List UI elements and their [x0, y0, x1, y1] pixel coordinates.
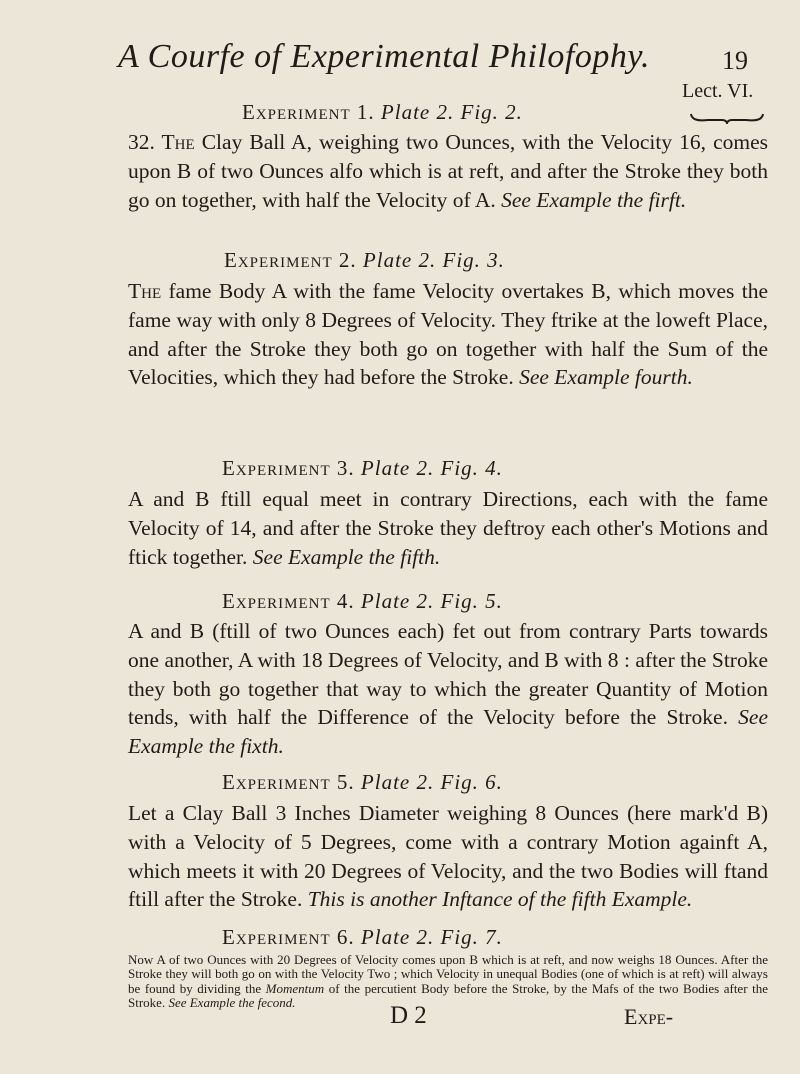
plate-reference: Plate 2. Fig. 2.: [380, 100, 523, 124]
experiment-paragraph: [128, 799, 768, 914]
paragraph-body: fame Body A with the fame Velocity overtakes B, which moves the fame way with only 8 Degrees of Velocity. They ftrike at the loweft Place, and after the Stroke they both go on together with half the Sum of the Velocities, which they had before the Stroke.: [128, 279, 768, 390]
catchword: Expe-: [624, 1004, 674, 1029]
page-number: 19: [722, 46, 748, 75]
plate-reference: Plate 2. Fig. 6.: [360, 770, 503, 794]
example-reference: See Example the firft.: [501, 187, 687, 212]
experiment-number: Experiment 6.: [222, 925, 355, 949]
paragraph-body: A and B (ftill of two Ounces each) fet out from contrary Parts towards one another, A with 18 Degrees of Velocity, and B with 8 : after the Stroke they both go together that way to which the greater Quantity of Motion tends, with half the Difference of the Velocity before the Stroke.: [128, 619, 768, 730]
momentum-term: Momentum: [265, 980, 325, 996]
experiment-heading: [222, 770, 503, 795]
experiment-heading: [222, 456, 503, 481]
lecture-brace-ornament: [690, 112, 764, 124]
experiment-paragraph: [128, 128, 768, 214]
paragraph-body: Let a Clay Ball 3 Inches Diameter weighing 8 Ounces (here mark'd B) with a Velocity of 5 Degrees, come with a contrary Motion againft A, which meets it with 20 Degrees of Velocity, and the two Bodies will ftand ftill after the Stroke.: [128, 801, 768, 912]
example-reference: See Example the fixth.: [128, 705, 768, 759]
example-reference: This is another Inftance of the fifth Example.: [307, 887, 693, 912]
paragraph-body-cont: of the percutient Body before the Stroke, by the Mafs of the two Bodies after the Stroke.: [128, 980, 768, 1010]
example-reference: See Example the fecond.: [168, 994, 296, 1010]
paragraph-body: Clay Ball A, weighing two Ounces, with the Velocity 16, comes upon B of two Ounces alfo which is at reft, and after the Stroke they both go on together, with half the Velocity of A.: [128, 130, 768, 212]
experiment-heading: [222, 925, 503, 950]
experiment-number: Experiment 1.: [242, 100, 375, 124]
experiment-number: Experiment 4.: [222, 589, 355, 613]
page-footer: [0, 1002, 800, 1038]
example-reference: See Example fourth.: [519, 365, 693, 390]
experiment-heading: [222, 589, 503, 614]
experiment-paragraph: [128, 485, 768, 571]
experiment-number: Experiment 5.: [222, 770, 355, 794]
running-title: A Courfe of Experimental Philofophy.: [118, 38, 651, 75]
signature-mark: D 2: [390, 1002, 427, 1029]
experiment-number: Experiment 2.: [224, 248, 357, 272]
paragraph-body: Now A of two Ounces with 20 Degrees of Velocity comes upon B which is at reft, and now weighs 18 Ounces. After the Stroke they will both go on with the Velocity Two ; which Velocity in unequal Bodies (one of which is at reft) will always be found by dividing the: [128, 952, 768, 996]
experiment-heading: [242, 100, 523, 125]
plate-reference: Plate 2. Fig. 5.: [360, 589, 503, 613]
experiment-paragraph: [128, 617, 768, 761]
experiment-paragraph: [128, 277, 768, 392]
running-head: [0, 38, 800, 88]
plate-reference: Plate 2. Fig. 7.: [360, 925, 503, 949]
experiment-number: Experiment 3.: [222, 456, 355, 480]
paragraph-lead: The: [128, 279, 162, 303]
plate-reference: Plate 2. Fig. 3.: [362, 248, 505, 272]
paragraph-body: A and B ftill equal meet in contrary Directions, each with the fame Velocity of 14, and after the Stroke they deftroy each other's Motions and ftick together.: [128, 487, 768, 569]
experiment-heading: [224, 248, 505, 273]
paragraph-lead: 32. The: [128, 130, 195, 154]
lecture-label: Lect. VI.: [682, 80, 754, 102]
example-reference: See Example the fifth.: [252, 544, 441, 569]
plate-reference: Plate 2. Fig. 4.: [360, 456, 503, 480]
